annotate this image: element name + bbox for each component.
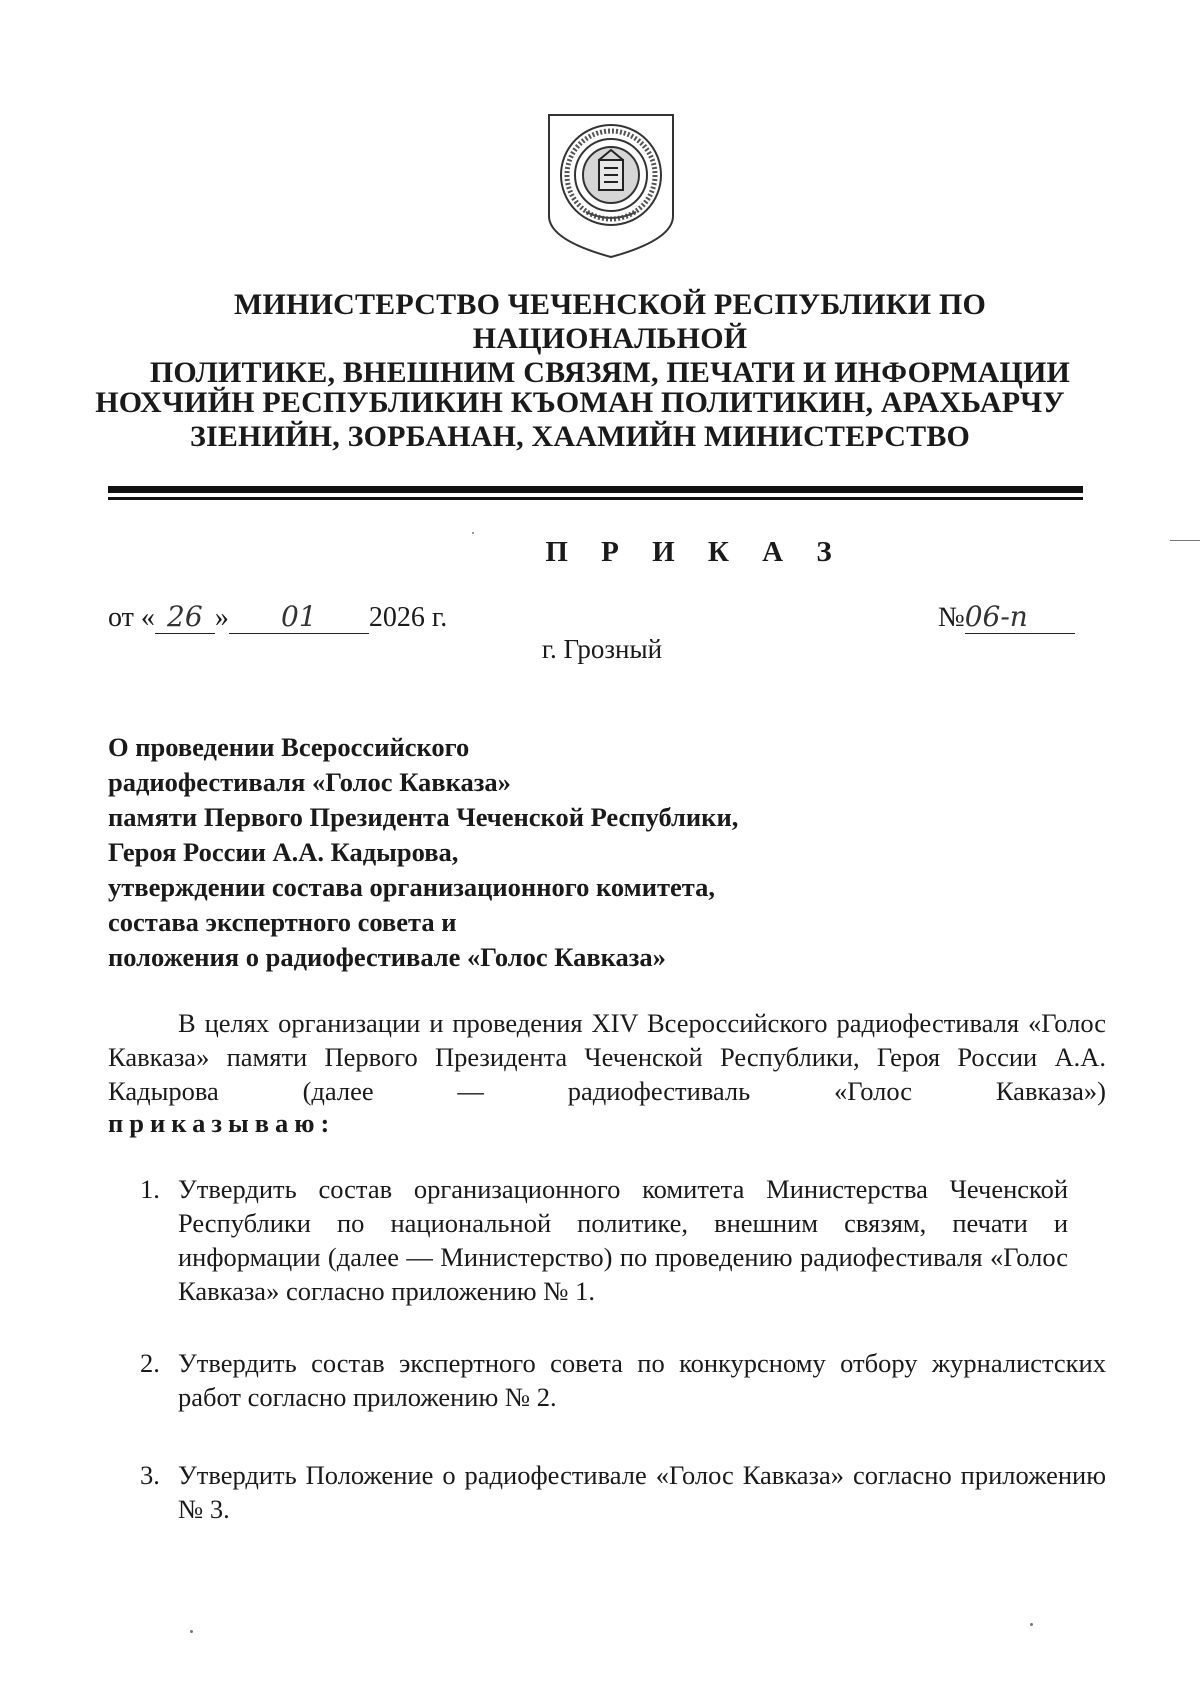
order-title: П Р И К А З <box>545 536 845 568</box>
subject-line: утверждении состава организационного комитета, <box>108 872 715 902</box>
order-subject <box>108 730 1008 975</box>
ministry-name-russian <box>110 288 1110 390</box>
ministry-name-chechen-line-1: НОХЧИЙН РЕСПУБЛИКИН КЪОМАН ПОЛИТИКИН, АРАХЬАРЧУ <box>95 386 1065 419</box>
scan-speck <box>472 532 474 534</box>
scan-speck <box>1170 540 1200 541</box>
subject-line: памяти Первого Президента Чеченской Республики, <box>108 802 739 832</box>
order-item <box>140 1458 1106 1526</box>
item-text: Утвердить Положение о радиофестивале «Голос Кавказа» согласно приложению № 3. <box>178 1460 1106 1524</box>
directive-word: приказываю: <box>108 1108 336 1138</box>
order-item <box>140 1346 1106 1414</box>
header-divider-thick <box>108 486 1083 493</box>
item-number: 3. <box>140 1460 160 1490</box>
scan-speck <box>1030 1623 1033 1626</box>
date-month-handwritten: 01 <box>229 600 369 634</box>
date-day-handwritten: 26 <box>155 600 215 634</box>
date-prefix: от « <box>108 602 155 633</box>
item-number: 1. <box>140 1174 160 1204</box>
ministry-name-russian-line-2: ПОЛИТИКЕ, ВНЕШНИМ СВЯЗЯМ, ПЕЧАТИ И ИНФОРМАЦИИ <box>149 356 1071 389</box>
ministry-name-russian-line-1: МИНИСТЕРСТВО ЧЕЧЕНСКОЙ РЕСПУБЛИКИ ПО НАЦИОНАЛЬНОЙ <box>233 288 987 355</box>
order-item <box>140 1172 1068 1308</box>
item-text: Утвердить состав организационного комитета Министерства Чеченской Республики по национальной политике, внешним связям, печати и информации (далее — Министерство) по проведению радиофестиваля «Голос Кавказа» согласно приложению № 1. <box>178 1174 1068 1306</box>
date-mid: » <box>214 602 229 633</box>
order-city: г. Грозный <box>541 634 663 664</box>
number-prefix: № <box>938 602 965 633</box>
order-number-handwritten: 06-п <box>965 600 1075 634</box>
chechen-republic-emblem <box>546 112 676 260</box>
ministry-name-chechen <box>80 386 1080 454</box>
header-divider-thin <box>108 497 1083 500</box>
order-date <box>108 600 447 634</box>
date-year: 2026 г. <box>368 602 448 633</box>
ministry-name-chechen-line-2: ЗIЕНИЙН, ЗОРБАНАН, ХААМИЙН МИНИСТЕРСТВО <box>189 420 971 453</box>
item-text: Утвердить состав экспертного совета по конкурсному отбору журналистских работ согласно приложению № 2. <box>178 1348 1106 1412</box>
intro-text: В целях организации и проведения XIV Всероссийского радиофестиваля «Голос Кавказа» памяти Первого Президента Чеченской Республики, Героя России А.А. Кадырова (далее — радиофестиваль «Голос Кавказа») <box>108 1008 1106 1106</box>
item-number: 2. <box>140 1348 160 1378</box>
subject-line: положения о радиофестивале «Голос Кавказа» <box>108 942 666 972</box>
subject-line: О проведении Всероссийского <box>108 732 470 762</box>
subject-line: радиофестиваля «Голос Кавказа» <box>108 767 511 797</box>
order-number <box>938 600 1075 634</box>
subject-line: Героя России А.А. Кадырова, <box>108 837 459 867</box>
scan-speck <box>190 1630 193 1633</box>
intro-paragraph <box>108 1006 1106 1108</box>
subject-line: состава экспертного совета и <box>108 907 457 937</box>
